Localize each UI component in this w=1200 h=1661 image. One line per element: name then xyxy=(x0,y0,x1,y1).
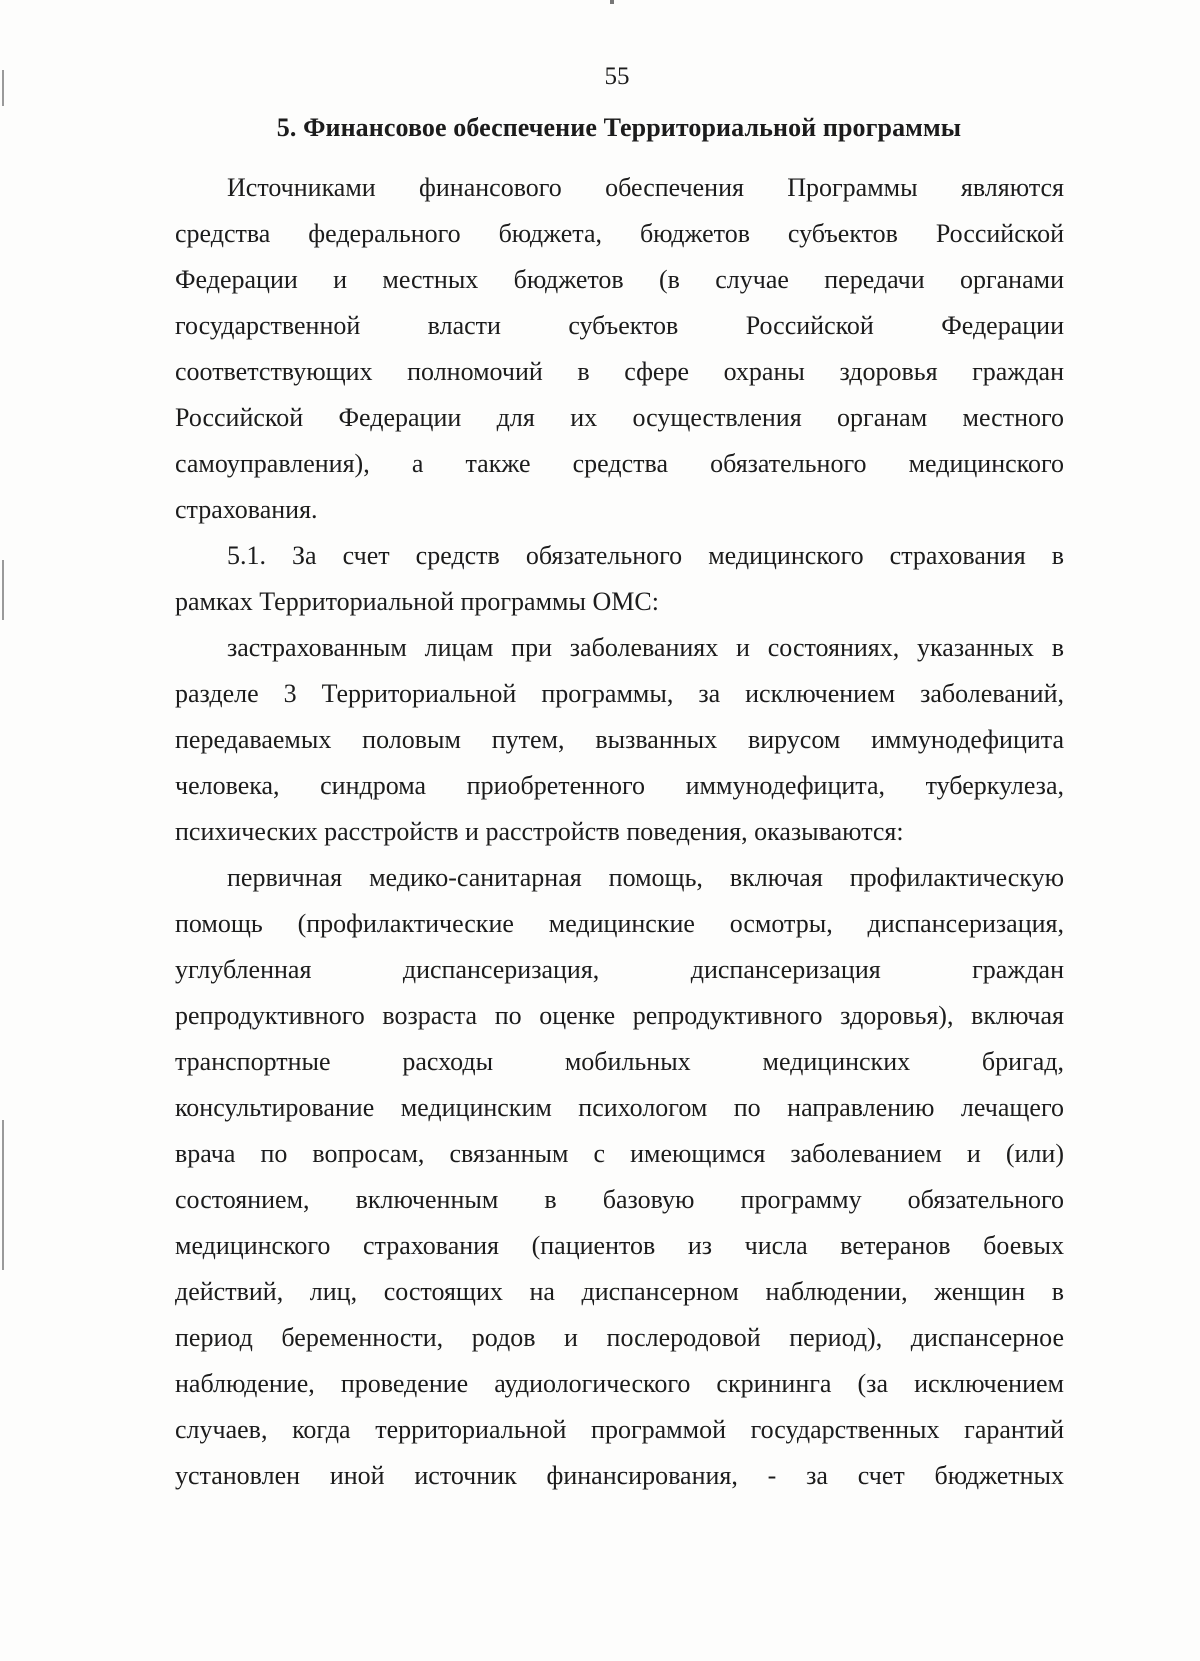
text-line: консультирование медицинским психологом по направлению лечащего xyxy=(175,1093,1064,1122)
text-line: застрахованным лицам при заболеваниях и состояниях, указанных в xyxy=(227,633,1064,662)
text-line: углубленная диспансеризация, диспансеризация граждан xyxy=(175,955,1064,984)
text-line: врача по вопросам, связанным с имеющимся заболеванием и (или) xyxy=(175,1139,1064,1168)
text-line: первичная медико-санитарная помощь, включая профилактическую xyxy=(227,863,1064,892)
text-line: страхования. xyxy=(175,495,318,524)
text-line: самоуправления), а также средства обязательного медицинского xyxy=(175,449,1064,478)
text-line: 5.1. За счет средств обязательного медицинского страхования в xyxy=(227,541,1064,570)
text-line: государственной власти субъектов Российской Федерации xyxy=(175,311,1064,340)
page-number: 55 xyxy=(604,63,630,90)
text-line: Федерации и местных бюджетов (в случае передачи органами xyxy=(175,265,1064,294)
text-line: Российской Федерации для их осуществления органам местного xyxy=(175,403,1064,432)
text-line: репродуктивного возраста по оценке репродуктивного здоровья), включая xyxy=(175,1001,1064,1030)
text-line: действий, лиц, состоящих на диспансерном наблюдении, женщин в xyxy=(175,1277,1064,1306)
text-line: наблюдение, проведение аудиологического скрининга (за исключением xyxy=(175,1369,1064,1398)
scan-edge-mark xyxy=(2,1120,4,1270)
text-line: передаваемых половым путем, вызванных вирусом иммунодефицита xyxy=(175,725,1064,754)
text-line: медицинского страхования (пациентов из числа ветеранов боевых xyxy=(175,1231,1064,1260)
text-line: средства федерального бюджета, бюджетов субъектов Российской xyxy=(175,219,1064,248)
text-line: психических расстройств и расстройств поведения, оказываются: xyxy=(175,817,904,846)
text-line: состоянием, включенным в базовую программу обязательного xyxy=(175,1185,1064,1214)
text-line: человека, синдрома приобретенного иммунодефицита, туберкулеза, xyxy=(175,771,1064,800)
scan-edge-mark xyxy=(2,560,4,620)
text-line: Источниками финансового обеспечения Программы являются xyxy=(227,173,1064,202)
scan-dot xyxy=(610,0,614,4)
text-line: установлен иной источник финансирования, - за счет бюджетных xyxy=(175,1461,1064,1490)
text-line: период беременности, родов и послеродовой период), диспансерное xyxy=(175,1323,1064,1352)
text-line: случаев, когда территориальной программой государственных гарантий xyxy=(175,1415,1064,1444)
text-line: соответствующих полномочий в сфере охраны здоровья граждан xyxy=(175,357,1064,386)
text-line: разделе 3 Территориальной программы, за исключением заболеваний, xyxy=(175,679,1064,708)
section-heading: 5. Финансовое обеспечение Территориальной программы xyxy=(276,113,962,142)
text-line: транспортные расходы мобильных медицинских бригад, xyxy=(175,1047,1064,1076)
text-line: помощь (профилактические медицинские осмотры, диспансеризация, xyxy=(175,909,1064,938)
text-line: рамках Территориальной программы ОМС: xyxy=(175,587,659,616)
